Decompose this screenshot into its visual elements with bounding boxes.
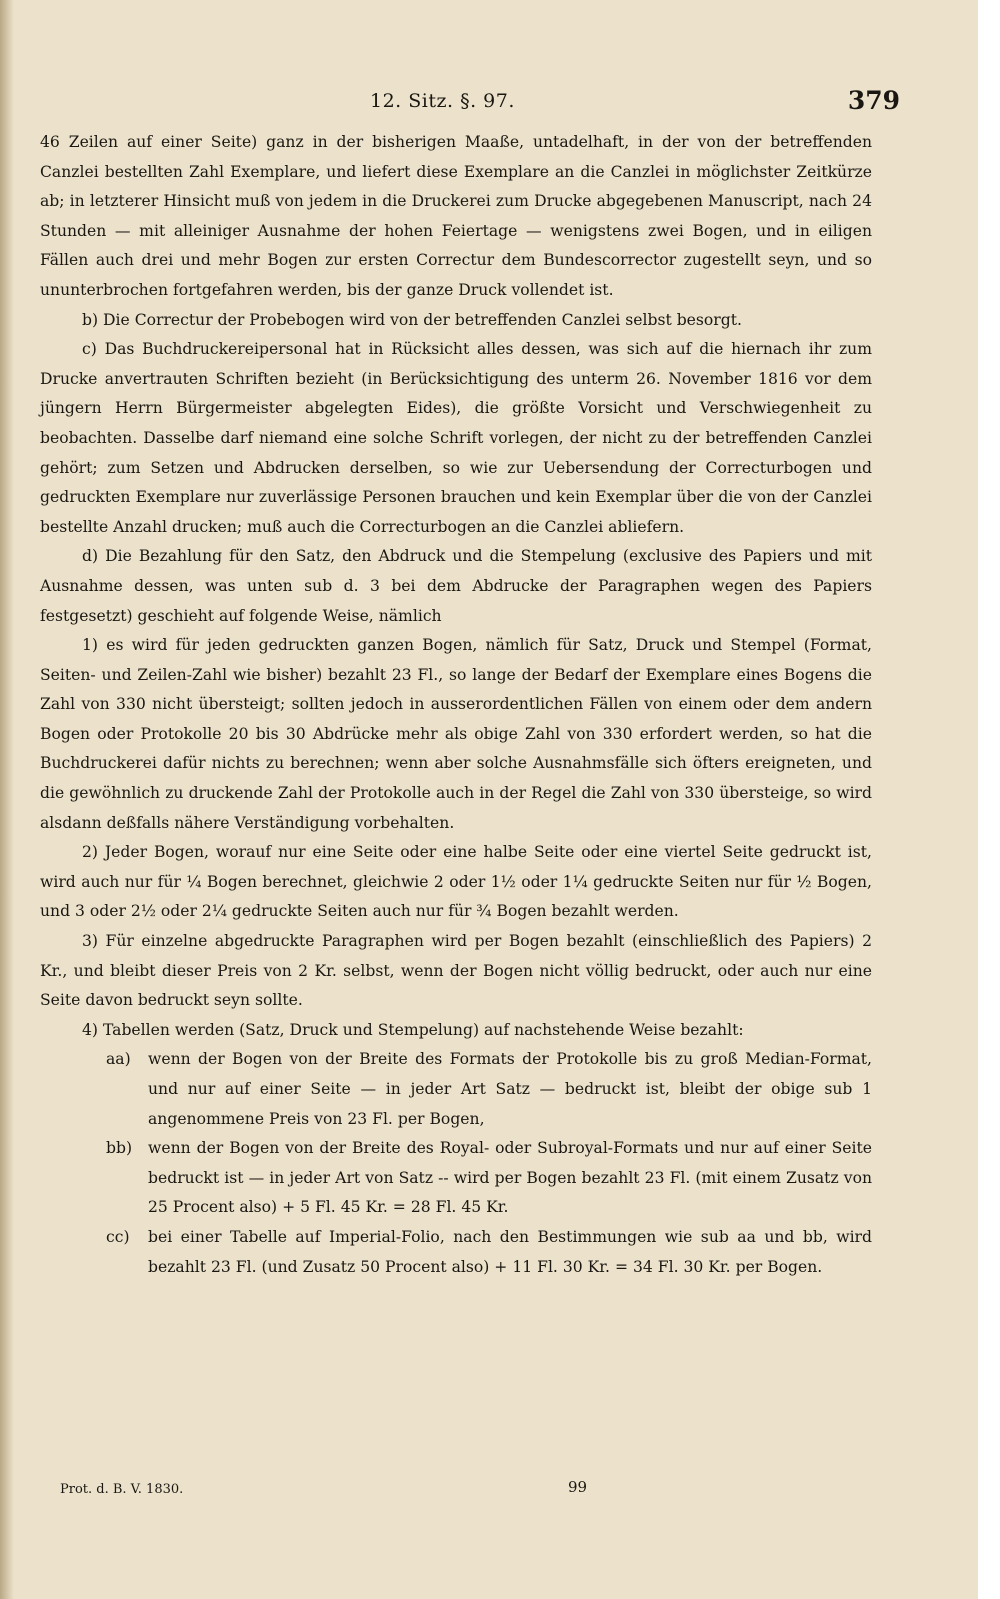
sub-item-text: wenn der Bogen von der Breite des Formats der Protokolle bis zu groß Median-Format, und nur auf einer Seite — in jeder Art Satz — bedruckt ist, bleibt der obige sub 1 angenommene Preis von 23 Fl. per Bogen, — [148, 1050, 872, 1128]
page-number: 379 — [847, 86, 900, 115]
paragraph-d1: 1) es wird für jeden gedruckten ganzen Bogen, nämlich für Satz, Druck und Stempel (Format, Seiten- und Zeilen-Zahl wie bisher) bezahlt 23 Fl., so lange der Bedarf der Exemplare eines Bogens die Zahl von 330 nicht übersteigt; sollten jedoch in ausserordentlichen Fällen von einem oder dem andern Bogen oder Protokolle 20 bis 30 Abdrücke mehr als obige Zahl von 330 erfordert werden, so hat die Buchdruckerei dafür nichts zu berechnen; wenn aber solche Ausnahmsfälle sich öfters ereigneten, und die gewöhnlich zu druckende Zahl der Protokolle auch in der Regel die Zahl von 330 übersteige, so wird alsdann deßfalls nähere Verständigung vorbehalten. — [40, 636, 872, 832]
sub-item-cc — [40, 1223, 872, 1282]
paragraph-d: d) Die Bezahlung für den Satz, den Abdruck und die Stempelung (exclusive des Papiers und mit Ausnahme dessen, was unten sub d. 3 bei dem Abdrucke der Paragraphen wegen des Papiers festgesetzt) geschieht auf folgende Weise, nämlich — [40, 547, 872, 625]
paragraph-d3: 3) Für einzelne abgedruckte Paragraphen wird per Bogen bezahlt (einschließlich des Papiers) 2 Kr., und bleibt dieser Preis von 2 Kr. selbst, wenn der Bogen nicht völlig bedruckt, oder auch nur eine Seite davon bedruckt seyn sollte. — [40, 932, 872, 1010]
running-title: 12. Sitz. §. 97. — [370, 90, 515, 112]
sub-item-label: aa) — [106, 1050, 131, 1069]
paragraph-d4: 4) Tabellen werden (Satz, Druck und Stempelung) auf nachstehende Weise bezahlt: — [82, 1020, 744, 1039]
sub-item-label: bb) — [106, 1139, 133, 1158]
paragraph-c: c) Das Buchdruckereipersonal hat in Rücksicht alles dessen, was sich auf die hiernach ihr zum Drucke anvertrauten Schriften bezieht (in Berücksichtigung des unterm 26. November 1816 vor dem jüngern Herrn Bürgermeister abgelegten Eides), die größte Vorsicht und Verschwiegenheit zu beobachten. Dasselbe darf niemand eine solche Schrift vorlegen, der nicht zu der betreffenden Canzlei gehört; zum Setzen und Abdrucken derselben, so wie zur Uebersendung der Correcturbogen und gedruckten Exemplare nur zuverlässige Personen brauchen und kein Exemplar über die von der Canzlei bestellte Anzahl drucken; muß auch die Correcturbogen an die Canzlei abliefern. — [40, 340, 872, 536]
paragraph-continuation: 46 Zeilen auf einer Seite) ganz in der bisherigen Maaße, untadelhaft, in der von der betreffenden Canzlei bestellten Zahl Exemplare, und liefert diese Exemplare an die Canzlei in möglichster Zeitkürze ab; in letzterer Hinsicht muß von jedem in die Druckerei zum Drucke abgegebenen Manuscript, nach 24 Stunden — mit alleiniger Ausnahme der hohen Feiertage — wenigstens zwei Bogen, und in eiligen Fällen auch drei und mehr Bogen zur ersten Correctur dem Bundescorrector zugestellt seyn, und so ununterbrochen fortgefahren werden, bis der ganze Druck vollendet ist. — [40, 133, 872, 299]
signature-number: 99 — [568, 1478, 588, 1496]
paragraph-d2: 2) Jeder Bogen, worauf nur eine Seite oder eine halbe Seite oder eine viertel Seite gedruckt ist, wird auch nur für ¼ Bogen berechnet, gleichwie 2 oder 1½ oder 1¼ gedruckte Seiten nur für ½ Bogen, und 3 oder 2½ oder 2¼ gedruckte Seiten auch nur für ¾ Bogen bezahlt werden. — [40, 843, 872, 921]
sub-item-aa — [40, 1045, 872, 1134]
sub-item-bb — [40, 1134, 872, 1223]
sub-item-label: cc) — [106, 1227, 130, 1246]
page-header — [40, 86, 900, 126]
page-body — [40, 128, 872, 1282]
footer-protocol-reference: Prot. d. B. V. 1830. — [60, 1482, 184, 1497]
paragraph-b: b) Die Correctur der Probebogen wird von der betreffenden Canzlei selbst besorgt. — [82, 310, 742, 329]
sub-item-text: wenn der Bogen von der Breite des Royal- oder Subroyal-Formats und nur auf einer Seite bedruckt ist — in jeder Art von Satz -- wird per Bogen bezahlt 23 Fl. (mit einem Zusatz von 25 Procent also) + 5 Fl. 45 Kr. = 28 Fl. 45 Kr. — [148, 1139, 872, 1217]
page-footer — [60, 1478, 760, 1502]
sub-item-text: bei einer Tabelle auf Imperial-Folio, nach den Bestimmungen wie sub aa und bb, wird bezahlt 23 Fl. (und Zusatz 50 Procent also) + 11 Fl. 30 Kr. = 34 Fl. 30 Kr. per Bogen. — [148, 1227, 872, 1276]
